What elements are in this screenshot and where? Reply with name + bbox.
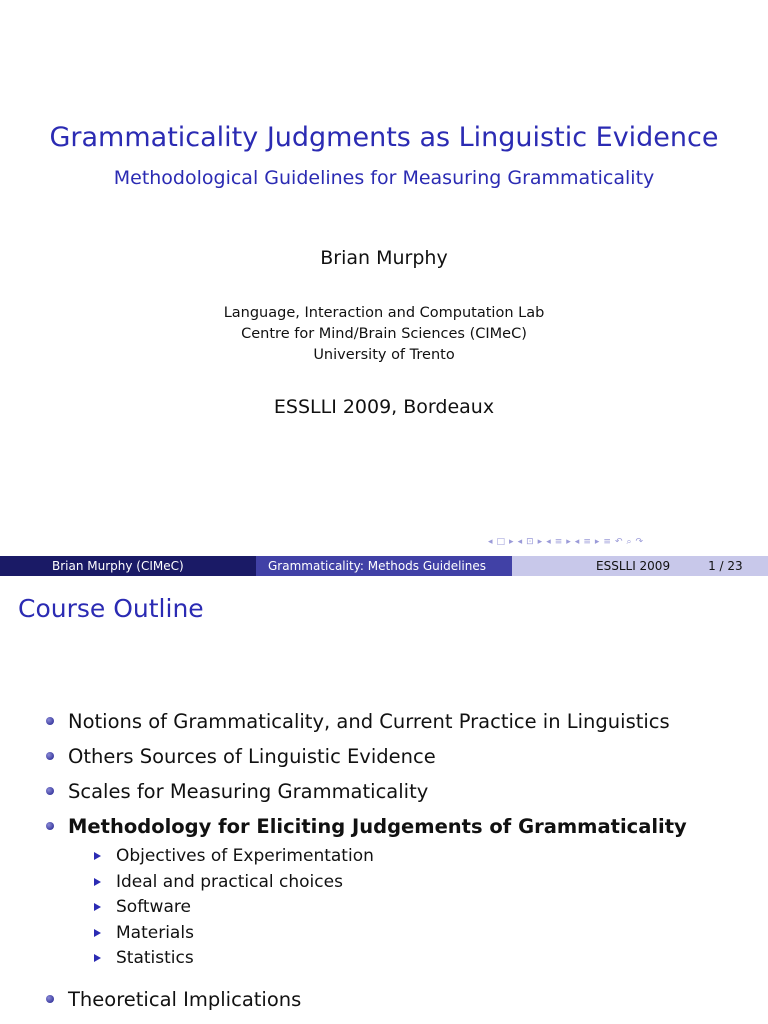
- outline-item-label: Theoretical Implications: [68, 987, 302, 1011]
- outline-item-current: [0, 809, 768, 844]
- outline-item-label: Notions of Grammaticality, and Current Practice in Linguistics: [68, 710, 670, 733]
- sub-item: [0, 895, 768, 921]
- outline-item-label: Others Sources of Linguistic Evidence: [68, 745, 436, 768]
- bullet-icon: [46, 787, 54, 795]
- sub-item-label: Objectives of Experimentation: [116, 846, 374, 866]
- institute-line: Centre for Mind/Brain Sciences (CIMeC): [241, 326, 527, 342]
- subsection-prev-icon[interactable]: ◂: [517, 537, 523, 547]
- section-prev-icon[interactable]: ◂: [546, 537, 551, 547]
- sub-item: [0, 921, 768, 947]
- institute-line: University of Trento: [313, 347, 455, 363]
- sub-item: [0, 844, 768, 870]
- frame-next-icon[interactable]: ▸: [509, 537, 514, 547]
- document-icon[interactable]: ≡: [583, 537, 591, 547]
- subsection-icon[interactable]: ⊡: [526, 537, 534, 547]
- footer-author[interactable]: Brian Murphy (CIMeC): [0, 556, 256, 576]
- institute-block: [0, 303, 768, 366]
- frame-title: Course Outline: [18, 594, 204, 623]
- footer-event[interactable]: ESSLLI 2009: [596, 559, 671, 573]
- triangle-bullet-icon: [94, 852, 101, 860]
- outline-item-label: Methodology for Eliciting Judgements of Grammaticality: [68, 815, 687, 838]
- search-icon[interactable]: ⌕: [626, 537, 632, 547]
- triangle-bullet-icon: [94, 903, 101, 911]
- sub-item-label: Materials: [116, 922, 194, 943]
- toc-icon[interactable]: ≡: [603, 537, 611, 547]
- outline-item: [0, 982, 768, 1017]
- presentation-subtitle: Methodological Guidelines for Measuring Grammaticality: [113, 167, 655, 189]
- frame-icon[interactable]: □: [496, 537, 506, 547]
- footer-page-number: 1 / 23: [708, 559, 743, 573]
- outline-subitems: [0, 844, 768, 972]
- subsection-next-icon[interactable]: ▸: [537, 537, 543, 547]
- sub-item-label: Ideal and practical choices: [116, 871, 343, 892]
- institute-line: Language, Interaction and Computation Lab: [223, 305, 545, 321]
- sub-item-label: Statistics: [116, 948, 194, 968]
- outline-item: [0, 774, 768, 809]
- triangle-bullet-icon: [94, 878, 101, 886]
- outline-item: [0, 704, 768, 739]
- footer-short-title[interactable]: Grammaticality: Methods Guidelines: [256, 556, 512, 576]
- navigation-symbols: [488, 537, 643, 547]
- outline-list: [0, 704, 768, 1017]
- back-icon[interactable]: ↶: [614, 537, 623, 547]
- outline-item: [0, 739, 768, 774]
- sub-item-label: Software: [116, 897, 191, 917]
- bullet-icon: [46, 752, 54, 760]
- author-name: Brian Murphy: [320, 247, 448, 269]
- sub-item: [0, 870, 768, 896]
- document-prev-icon[interactable]: ◂: [574, 537, 580, 547]
- section-icon[interactable]: ≡: [554, 537, 563, 547]
- event-name: ESSLLI 2009, Bordeaux: [273, 396, 495, 418]
- outline-slide: [0, 576, 768, 1024]
- forward-icon[interactable]: ↷: [635, 537, 644, 547]
- footer-right: [512, 556, 768, 576]
- section-next-icon[interactable]: ▸: [566, 537, 571, 547]
- sub-list: [0, 844, 768, 972]
- bullet-icon: [46, 822, 54, 830]
- bullet-icon: [46, 717, 54, 725]
- slide-footer: [0, 556, 768, 576]
- sub-item: [0, 946, 768, 972]
- triangle-bullet-icon: [94, 929, 101, 937]
- frame-prev-icon[interactable]: ◂: [488, 537, 493, 547]
- presentation-title: Grammaticality Judgments as Linguistic Evidence: [49, 122, 719, 153]
- document-next-icon[interactable]: ▸: [594, 537, 600, 547]
- bullet-icon: [46, 995, 54, 1003]
- outline-item-label: Scales for Measuring Grammaticality: [68, 780, 429, 803]
- triangle-bullet-icon: [94, 954, 101, 962]
